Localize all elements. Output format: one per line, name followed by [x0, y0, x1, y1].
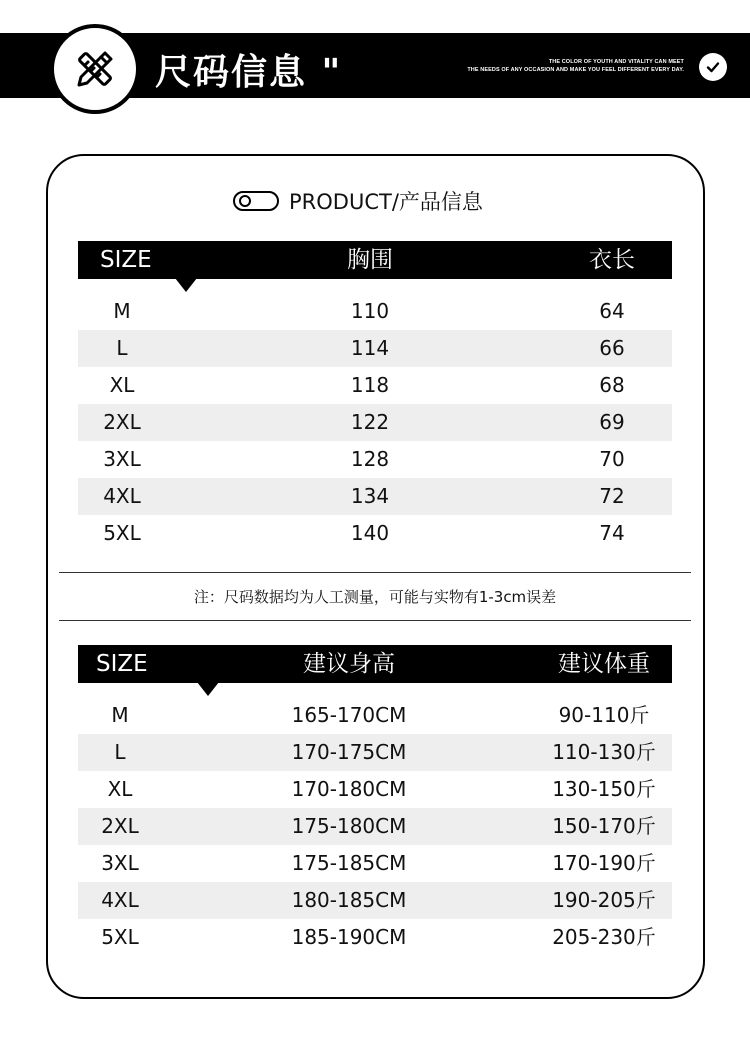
table-row [78, 734, 672, 771]
table-row [78, 845, 672, 882]
header-tagline [467, 58, 684, 74]
table-cell: M [113, 299, 131, 323]
page-title: 尺码信息 " [155, 52, 343, 93]
header-chest: 胸围 [347, 247, 393, 273]
check-icon [705, 59, 721, 75]
table-cell: 3XL [103, 447, 141, 471]
table-cell: 66 [599, 336, 625, 360]
table-row [78, 293, 672, 330]
table-cell: 170-180CM [291, 777, 407, 801]
table-row [78, 478, 672, 515]
table-row [78, 882, 672, 919]
header-size: SIZE [96, 651, 148, 677]
table-cell: 68 [599, 373, 625, 397]
table-cell: 69 [599, 410, 625, 434]
table-cell: 165-170CM [291, 703, 407, 727]
table-cell: 175-185CM [291, 851, 407, 875]
tagline-line-2: THE NEEDS OF ANY OCCASION AND MAKE YOU FEEL DIFFERENT EVERY DAY. [467, 67, 684, 73]
header-notch [197, 682, 219, 696]
header-height: 建议身高 [303, 651, 395, 677]
table-cell: 110-130斤 [552, 740, 656, 764]
table-cell: 118 [350, 373, 390, 397]
table-cell: 4XL [103, 484, 141, 508]
table-row [78, 771, 672, 808]
table-cell: 170-190斤 [552, 851, 656, 875]
table-cell: 74 [599, 521, 625, 545]
table-cell: 175-180CM [291, 814, 407, 838]
table-cell: XL [109, 373, 135, 397]
table-row [78, 367, 672, 404]
header-notch [175, 278, 197, 292]
toggle-icon [233, 191, 279, 211]
logo-badge [50, 24, 140, 114]
table-cell: 90-110斤 [558, 703, 650, 727]
check-badge [699, 53, 727, 81]
table-cell: 134 [350, 484, 390, 508]
product-table-header [78, 241, 672, 279]
recommend-table [78, 645, 672, 956]
table-row [78, 404, 672, 441]
table-cell: 170-175CM [291, 740, 407, 764]
table-cell: 185-190CM [291, 925, 407, 949]
table-cell: 130-150斤 [552, 777, 656, 801]
table-cell: 64 [599, 299, 625, 323]
divider-top [59, 572, 691, 573]
section-title [233, 186, 483, 216]
tagline-line-1: THE COLOR OF YOUTH AND VITALITY CAN MEET [548, 59, 684, 65]
table-cell: 70 [599, 447, 625, 471]
header-weight: 建议体重 [558, 651, 650, 677]
table-cell: 122 [350, 410, 390, 434]
table-row [78, 808, 672, 845]
section-title-text: PRODUCT/产品信息 [289, 190, 483, 214]
table-cell: 180-185CM [291, 888, 407, 912]
table-cell: 150-170斤 [552, 814, 656, 838]
table-cell: 5XL [101, 925, 139, 949]
divider-bottom [59, 620, 691, 621]
table-cell: 128 [350, 447, 390, 471]
table-cell: L [116, 336, 128, 360]
table-cell: 140 [350, 521, 390, 545]
table-row [78, 441, 672, 478]
measurement-note: 注：尺码数据均为人工测量，可能与实物有1-3cm误差 [193, 588, 557, 606]
header-length: 衣长 [589, 247, 635, 273]
table-cell: 3XL [101, 851, 139, 875]
table-cell: 190-205斤 [552, 888, 656, 912]
table-row [78, 330, 672, 367]
table-cell: L [114, 740, 126, 764]
table-cell: 72 [599, 484, 625, 508]
recommend-table-header [78, 645, 672, 683]
table-cell: M [111, 703, 129, 727]
product-table [78, 241, 672, 552]
table-cell: 114 [350, 336, 390, 360]
table-cell: XL [107, 777, 133, 801]
header-size: SIZE [100, 247, 152, 273]
pencil-ruler-icon [71, 45, 119, 93]
table-cell: 110 [350, 299, 390, 323]
table-cell: 2XL [101, 814, 139, 838]
table-row [78, 515, 672, 552]
table-row [78, 919, 672, 956]
table-cell: 205-230斤 [552, 925, 656, 949]
table-cell: 5XL [103, 521, 141, 545]
table-row [78, 697, 672, 734]
table-cell: 4XL [101, 888, 139, 912]
table-cell: 2XL [103, 410, 141, 434]
